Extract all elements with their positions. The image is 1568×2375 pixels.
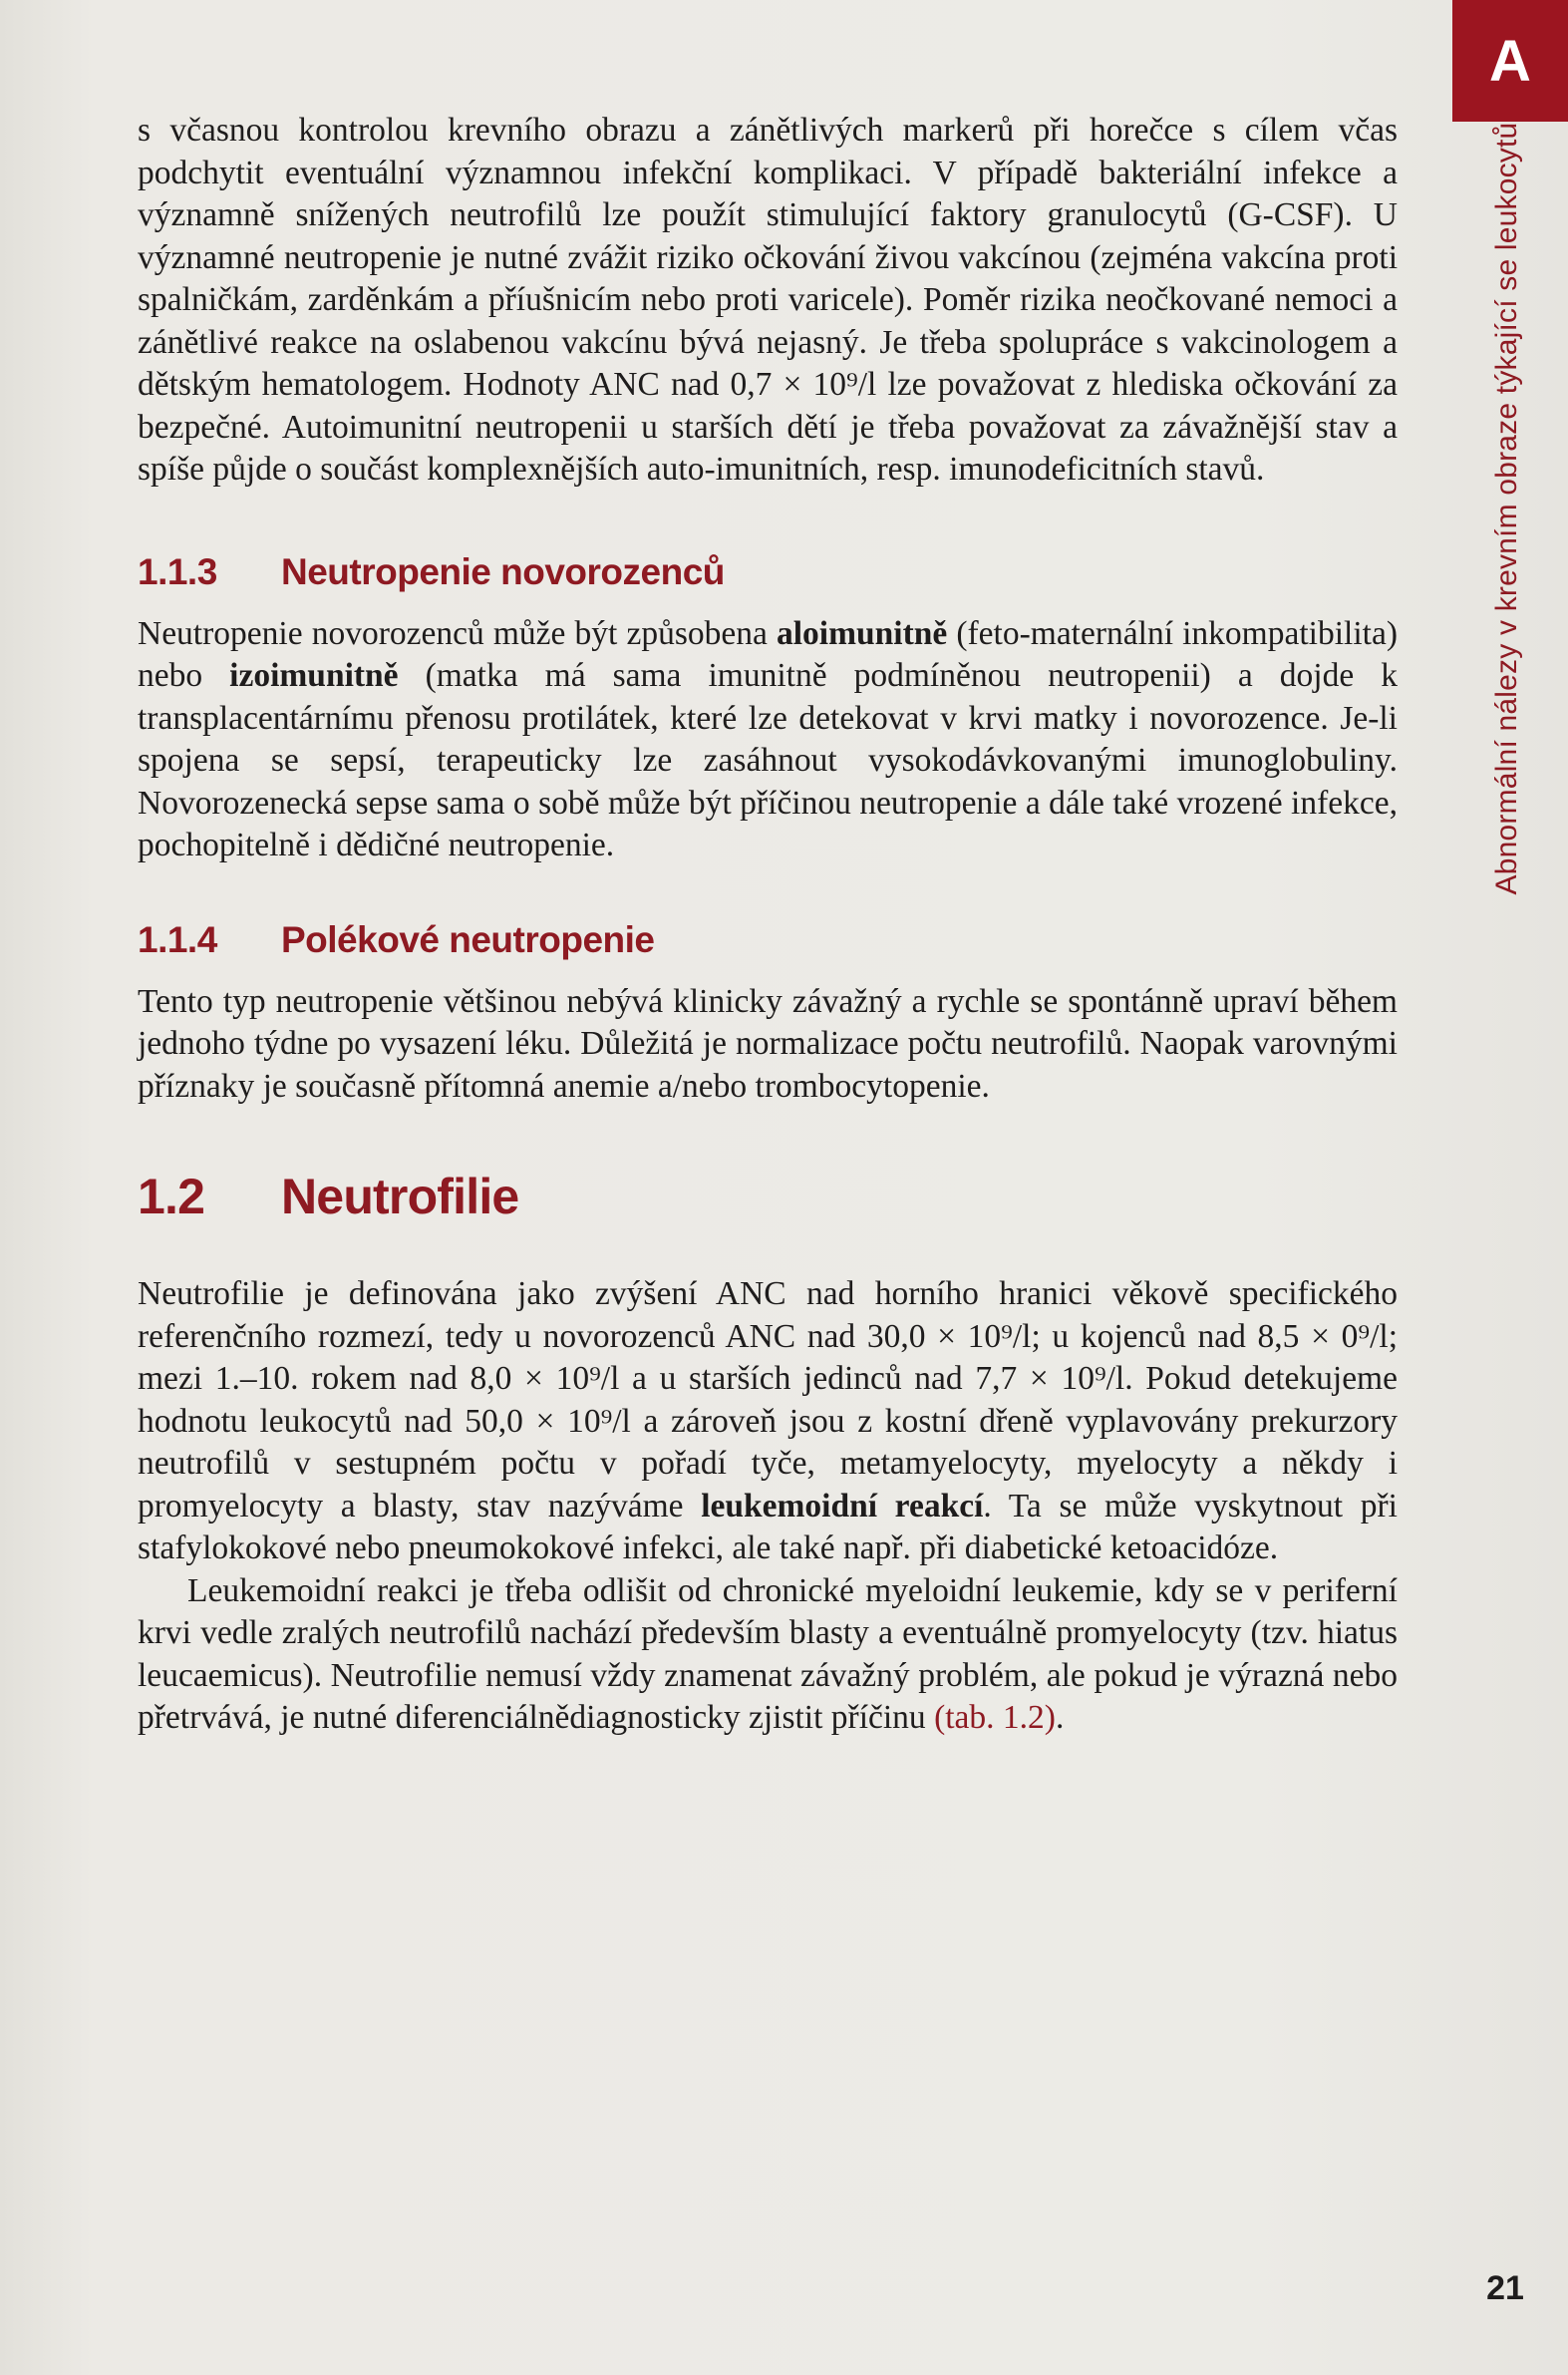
- text-run: Neutropenie novorozenců může být způsobena: [138, 614, 777, 652]
- text-run: . Ta se může vyskytnout při stafylokokové nebo pneumokokové infekci, ale také např. při diabetické ketoacidóze.: [138, 1487, 1398, 1566]
- intro-paragraph: s včasnou kontrolou krevního obrazu a zánětlivých markerů při horečce s cílem včas podchytit eventuální významnou infekční komplikaci. V případě bakteriální infekce a významně snížených neutrofilů lze použít stimulující faktory granulocytů (G-CSF). U významné neutropenie je nutné zvážit riziko očkování živou vakcínou (zejména vakcína proti spalničkám, zarděnkám a příušnicím nebo proti varicele). Poměr rizika neočkované nemoci a zánětlivé reakce na oslabenou vakcínu bývá nejasný. Je třeba spolupráce s vakcinologem a dětským hematologem. Hodnoty ANC nad 0,7 × 10⁹/l lze považovat z hlediska očkování za bezpečné. Autoimunitní neutropenii u starších dětí je třeba považovat za závažnější stav a spíše půjde o součást komplexnějších auto-imunitních, resp. imunodeficitních stavů.: [138, 112, 1398, 488]
- chapter-tab: [1452, 0, 1568, 122]
- section-title: Neutrofilie: [281, 1169, 519, 1224]
- section-number: 1.2: [138, 1169, 205, 1224]
- bold-term-izoimunitne: izoimunitně: [229, 657, 399, 694]
- page-number: 21: [1486, 2269, 1524, 2307]
- bold-term-aloimunitne: aloimunitně: [776, 614, 948, 652]
- text-run: Neutrofilie je definována jako zvýšení ANC nad horního hranici věkově specifického referenčního rozmezí, tedy u novorozenců ANC nad 30,0 × 10⁹/l; u kojenců nad 8,5 × 0⁹/l; mezi 1.–10. rokem nad 8,0 × 10⁹/l a u starších jedinců nad 7,7 × 10⁹/l. Pokud detekujeme hodnotu leukocytů nad 50,0 × 10⁹/l a zároveň jsou z kostní dřeně vyplavovány prekurzory neutrofilů v sestupném počtu v pořadí tyče, metamyelocyty, myelocyty a někdy i promyelocyty a blasty, stav nazýváme: [138, 1275, 1398, 1525]
- section-number: 1.1.4: [138, 918, 217, 960]
- paragraph-neutrophilia-definition: [138, 1273, 1398, 1570]
- section-heading-1-1-4: [138, 919, 1398, 961]
- bold-term-leukemoid-reaction: leukemoidní reakcí: [701, 1487, 984, 1525]
- section-heading-1-1-3: [138, 551, 1398, 593]
- text-run: (matka má sama imunitně podmíněnou neutropenii) a dojde k transplacentárnímu přenosu protilátek, které lze detekovat v krvi matky i novorozence. Je-li spojena se sepsí, terapeuticky lze zasáhnout vysokodávkovanými imunoglobuliny. Novorozenecká sepse sama o sobě může být příčinou neutropenie a dále také vrozené infekce, pochopitelně i dědičné neutropenie.: [138, 657, 1398, 863]
- chapter-letter: A: [1489, 28, 1531, 94]
- section-title: Neutropenie novorozenců: [281, 550, 725, 592]
- paragraph-leukemoid-differentiation: [138, 1570, 1398, 1740]
- main-content: [138, 110, 1398, 1740]
- text-run: .: [1055, 1699, 1065, 1736]
- section-heading-1-2: [138, 1168, 1398, 1225]
- chapter-side-title: Abnormální nálezy v krevním obraze týkající se leukocytů: [1490, 122, 1523, 895]
- section-number: 1.1.3: [138, 550, 217, 592]
- section-title: Polékové neutropenie: [281, 918, 655, 960]
- table-reference-link[interactable]: (tab. 1.2): [934, 1699, 1056, 1736]
- paragraph-neonatal-neutropenia: [138, 613, 1398, 867]
- text-run: (feto-maternální inkompatibilita) nebo: [138, 614, 1398, 694]
- text-run: Leukemoidní reakci je třeba odlišit od chronické myeloidní leukemie, kdy se v periferní krvi vedle zralých neutrofilů nachází především blasty a eventuálně promyelocyty (tzv. hiatus leucaemicus). Neutrofilie nemusí vždy znamenat závažný problém, ale pokud je výrazná nebo přetrvává, je nutné diferenciálnědiagnosticky zjistit příčinu: [138, 1571, 1398, 1736]
- paragraph-drug-neutropenia: Tento typ neutropenie většinou nebývá klinicky závažný a rychle se spontánně upraví během jednoho týdne po vysazení léku. Důležitá je normalizace počtu neutrofilů. Naopak varovnými příznaky je současně přítomná anemie a/nebo trombocytopenie.: [138, 982, 1398, 1105]
